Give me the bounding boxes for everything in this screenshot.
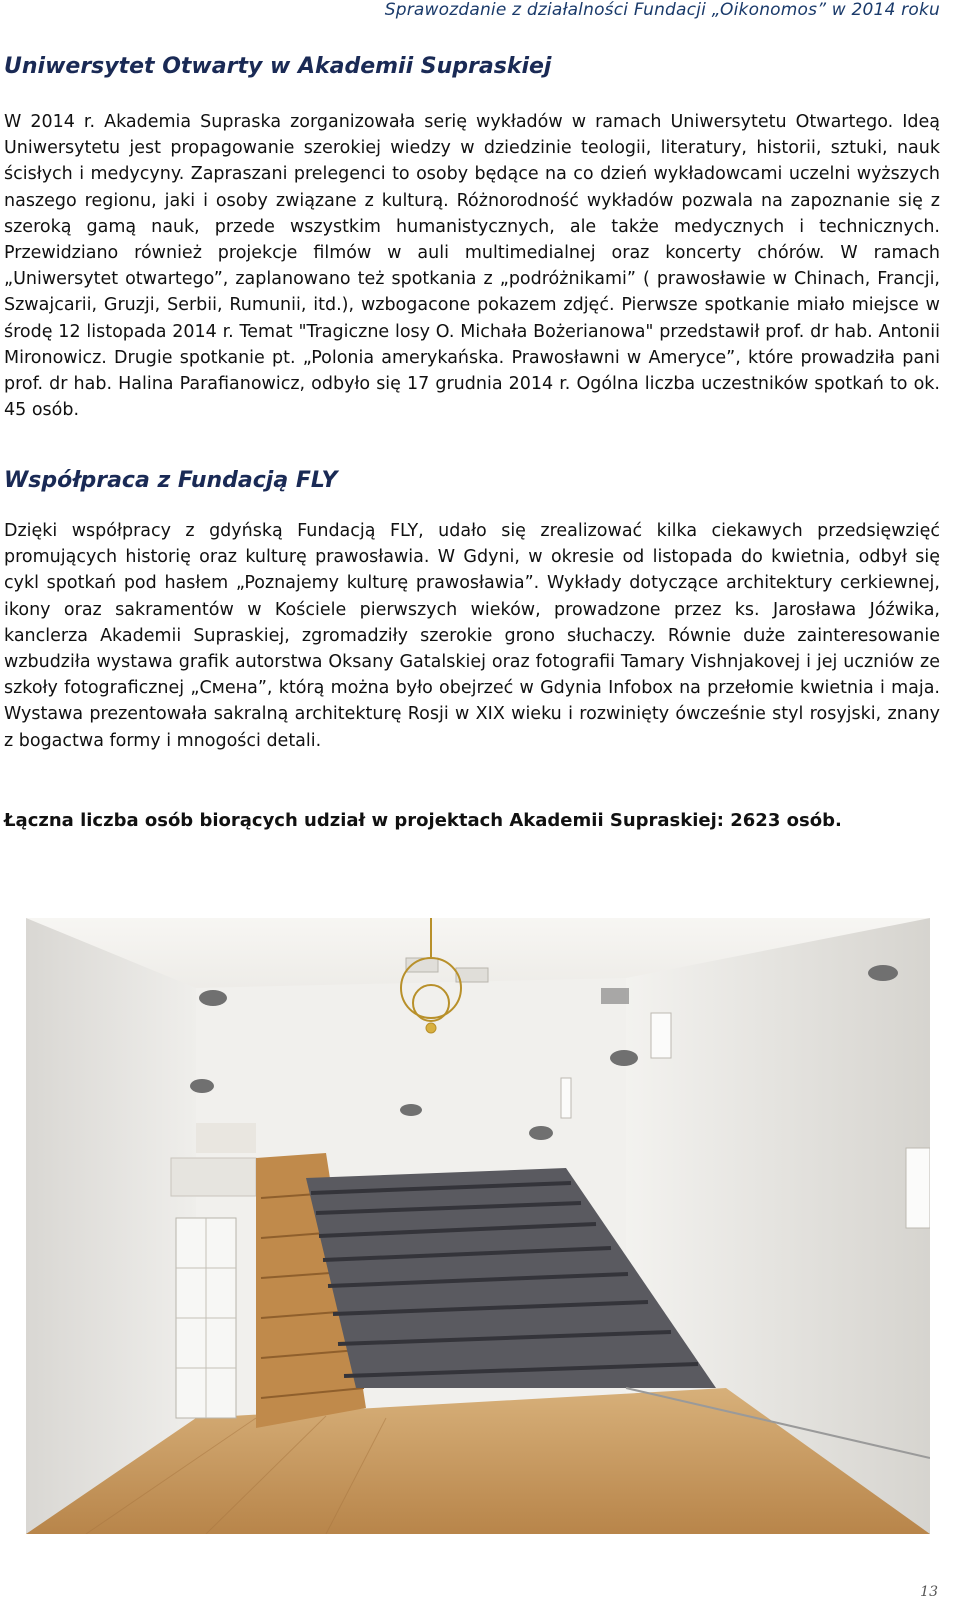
running-header: Sprawozdanie z działalności Fundacji „Oikonomos” w 2014 roku — [384, 0, 940, 20]
section-title-open-university: Uniwersytet Otwarty w Akademii Supraskiej — [4, 54, 552, 79]
section-title-fly-cooperation: Współpraca z Fundacją FLY — [4, 468, 338, 493]
auditorium-photo — [26, 918, 930, 1534]
fly-cooperation-paragraph: Dzięki współpracy z gdyńską Fundacją FLY, udało się zrealizować kilka ciekawych przedsięwzięć promujących historię oraz kulturę prawosławia. W Gdyni, w okresie od listopada do kwietnia, odbył się cykl spotkań pod hasłem „Poznajemy kulturę prawosławia”. Wykłady dotyczące architektury cerkiewnej, ikony oraz sakramentów w Kościele pierwszych wieków, prowadzone przez ks. Jarosława Jóźwika, kanclerza Akademii Supraskiej, zgromadziły szerokie grono słuchaczy. Równie duże zainteresowanie wzbudziła wystawa grafik autorstwa Oksany Gatalskiej oraz fotografii Tamary Vishnjakovej i jej uczniów ze szkoły fotograficznej „Смена”, którą można było obejrzeć w Gdynia Infobox na przełomie kwietnia i maja. Wystawa prezentowała sakralną architekturę Rosji w XIX wieku i rozwinięty ówcześnie styl rosyjski, znany z bogactwa formy i mnogości detali. — [4, 521, 940, 751]
auditorium-illustration — [26, 918, 930, 1534]
open-university-paragraph: W 2014 r. Akademia Supraska zorganizowała serię wykładów w ramach Uniwersytetu Otwartego. Ideą Uniwersytetu jest propagowanie szerokiej wiedzy w dziedzinie teologii, literatury, historii, sztuki, nauk ścisłych i medycyny. Zapraszani prelegenci to osoby będące na co dzień wykładowcami uczelni wyższych naszego regionu, jaki i osoby związane z kulturą. Różnorodność wykładów pozwala na zapoznanie się z szeroką gamą nauk, przede wszystkim humanistycznych, ale także medycznych i technicznych. Przewidziano również projekcje filmów w auli multimedialnej oraz koncerty chórów. W ramach „Uniwersytet otwartego”, zaplanowano też spotkania z „podróżnikami” ( prawosławie w Chinach, Francji, Szwajcarii, Gruzji, Serbii, Rumunii, itd.), wzbogacone pokazem zdjęć. Pierwsze spotkanie miało miejsce w środę 12 listopada 2014 r. Temat "Tragiczne losy O. Michała Bożerianowa" przedstawił prof. dr hab. Antonii Mironowicz. Drugie spotkanie pt. „Polonia amerykańska. Prawosławni w Ameryce”, które prowadziła pani prof. dr hab. Halina Parafianowicz, odbyło się 17 grudnia 2014 r. Ogólna liczba uczestników spotkań to ok. 45 osób. — [4, 112, 940, 421]
participants-summary: Łączna liczba osób biorących udział w projektach Akademii Supraskiej: 2623 osób. — [4, 810, 842, 831]
page-number: 13 — [920, 1584, 938, 1600]
